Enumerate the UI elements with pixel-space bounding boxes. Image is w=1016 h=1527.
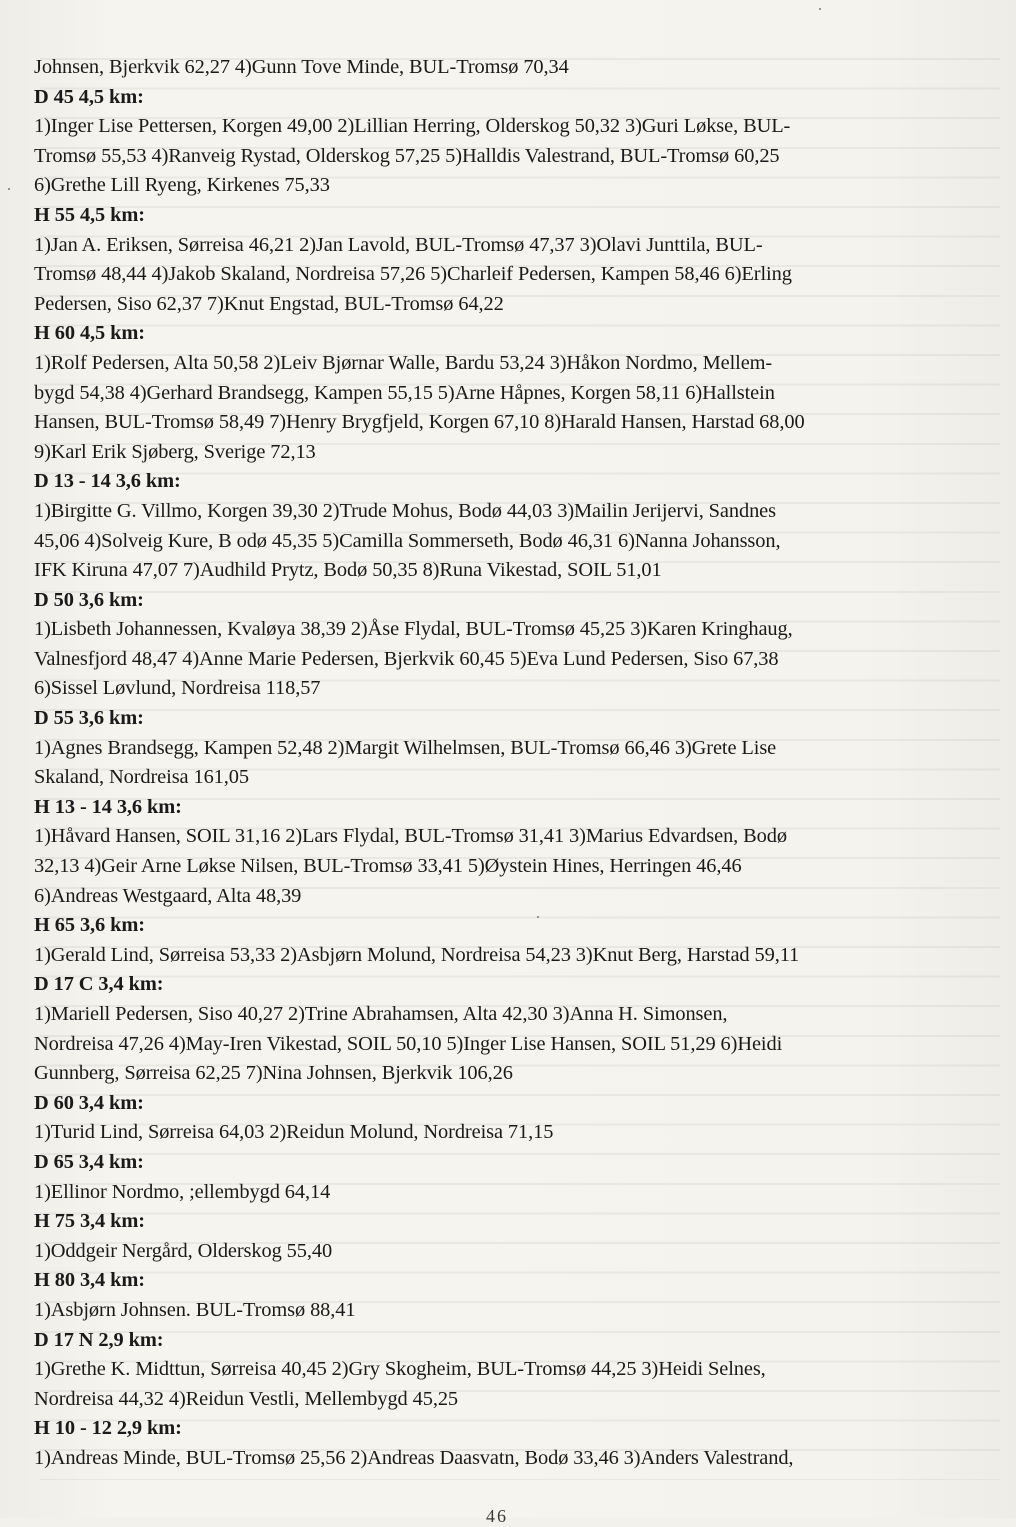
result-line: 1)Inger Lise Pettersen, Korgen 49,00 2)Lillian Herring, Olderskog 50,32 3)Guri Løkse, BUL-: [34, 115, 791, 138]
result-line: Nordreisa 47,26 4)May-Iren Vikestad, SOIL 50,10 5)Inger Lise Hansen, SOIL 51,29 6)Heidi: [34, 1032, 783, 1055]
class-heading: D 17 N 2,9 km:: [34, 1328, 164, 1351]
result-line: 1)Birgitte G. Villmo, Korgen 39,30 2)Trude Mohus, Bodø 44,03 3)Mailin Jerijervi, Sandnes: [34, 499, 776, 522]
class-heading: H 55 4,5 km:: [34, 203, 145, 226]
result-line: Tromsø 48,44 4)Jakob Skaland, Nordreisa 57,26 5)Charleif Pedersen, Kampen 58,46 6)Erling: [34, 263, 792, 286]
result-line: 1)Håvard Hansen, SOIL 31,16 2)Lars Flydal, BUL-Tromsø 31,41 3)Marius Edvardsen, Bodø: [34, 825, 787, 848]
class-heading: H 60 4,5 km:: [34, 322, 145, 345]
result-line: 45,06 4)Solveig Kure, B odø 45,35 5)Camilla Sommerseth, Bodø 46,31 6)Nanna Johansson,: [34, 529, 781, 552]
result-line: IFK Kiruna 47,07 7)Audhild Prytz, Bodø 50,35 8)Runa Vikestad, SOIL 51,01: [34, 559, 662, 582]
result-line: 1)Rolf Pedersen, Alta 50,58 2)Leiv Bjørnar Walle, Bardu 53,24 3)Håkon Nordmo, Mellem-: [34, 351, 773, 374]
class-heading: D 50 3,6 km:: [34, 588, 144, 611]
result-line: Valnesfjord 48,47 4)Anne Marie Pedersen, Bjerkvik 60,45 5)Eva Lund Pedersen, Siso 67,38: [34, 647, 779, 670]
result-line: 1)Gerald Lind, Sørreisa 53,33 2)Asbjørn Molund, Nordreisa 54,23 3)Knut Berg, Harstad 59,11: [34, 943, 800, 966]
result-line: 1)Turid Lind, Sørreisa 64,03 2)Reidun Molund, Nordreisa 71,15: [34, 1121, 554, 1144]
class-heading: H 80 3,4 km:: [34, 1269, 145, 1292]
class-heading: H 13 - 14 3,6 km:: [34, 795, 182, 818]
result-line: 6)Grethe Lill Ryeng, Kirkenes 75,33: [34, 174, 330, 197]
result-line: Gunnberg, Sørreisa 62,25 7)Nina Johnsen, Bjerkvik 106,26: [34, 1062, 513, 1085]
class-heading: D 17 C 3,4 km:: [34, 973, 164, 996]
result-line: 1)Jan A. Eriksen, Sørreisa 46,21 2)Jan Lavold, BUL-Tromsø 47,37 3)Olavi Junttila, BUL-: [34, 233, 763, 256]
class-heading: H 65 3,6 km:: [34, 914, 145, 937]
class-heading: D 60 3,4 km:: [34, 1091, 144, 1114]
result-line: Nordreisa 44,32 4)Reidun Vestli, Mellembygd 45,25: [34, 1387, 459, 1410]
result-line: bygd 54,38 4)Gerhard Brandsegg, Kampen 55,15 5)Arne Håpnes, Korgen 58,11 6)Hallstein: [34, 381, 775, 404]
class-heading: D 55 3,6 km:: [34, 707, 144, 730]
result-line: 6)Sissel Løvlund, Nordreisa 118,57: [34, 677, 321, 700]
class-heading: D 45 4,5 km:: [34, 85, 144, 108]
result-line: 1)Agnes Brandsegg, Kampen 52,48 2)Margit Wilhelmsen, BUL-Tromsø 66,46 3)Grete Lise: [34, 736, 777, 759]
paper-speck: [537, 916, 539, 918]
result-line: 6)Andreas Westgaard, Alta 48,39: [34, 884, 302, 907]
result-line: 1)Andreas Minde, BUL-Tromsø 25,56 2)Andreas Daasvatn, Bodø 33,46 3)Anders Valestrand,: [34, 1446, 794, 1469]
result-line: Skaland, Nordreisa 161,05: [34, 766, 249, 789]
paper-speck: [819, 8, 821, 10]
result-line: 9)Karl Erik Sjøberg, Sverige 72,13: [34, 440, 316, 463]
result-line: 1)Asbjørn Johnsen. BUL-Tromsø 88,41: [34, 1298, 356, 1321]
paper-speck: [8, 188, 10, 190]
class-heading: D 65 3,4 km:: [34, 1150, 144, 1173]
result-line: 32,13 4)Geir Arne Løkse Nilsen, BUL-Tromsø 33,41 5)Øystein Hines, Herringen 46,46: [34, 855, 742, 878]
results-text-block: [34, 53, 1002, 1474]
result-line: 1)Mariell Pedersen, Siso 40,27 2)Trine Abrahamsen, Alta 42,30 3)Anna H. Simonsen,: [34, 1003, 728, 1025]
class-heading: H 10 - 12 2,9 km:: [34, 1417, 182, 1440]
result-line: 1)Lisbeth Johannessen, Kvaløya 38,39 2)Åse Flydal, BUL-Tromsø 45,25 3)Karen Kringhaug,: [34, 618, 793, 641]
result-line: Hansen, BUL-Tromsø 58,49 7)Henry Brygfjeld, Korgen 67,10 8)Harald Hansen, Harstad 68,00: [34, 411, 805, 434]
class-heading: D 13 - 14 3,6 km:: [34, 470, 181, 493]
result-line: Tromsø 55,53 4)Ranveig Rystad, Olderskog 57,25 5)Halldis Valestrand, BUL-Tromsø 60,25: [34, 144, 780, 167]
result-line: 1)Grethe K. Midttun, Sørreisa 40,45 2)Gry Skogheim, BUL-Tromsø 44,25 3)Heidi Selnes,: [34, 1358, 766, 1381]
result-line: 1)Ellinor Nordmo, ;ellembygd 64,14: [34, 1180, 331, 1203]
result-line: Johnsen, Bjerkvik 62,27 4)Gunn Tove Minde, BUL-Tromsø 70,34: [34, 56, 569, 78]
class-heading: H 75 3,4 km:: [34, 1210, 145, 1233]
result-line: Pedersen, Siso 62,37 7)Knut Engstad, BUL-Tromsø 64,22: [34, 292, 504, 315]
result-line: 1)Oddgeir Nergård, Olderskog 55,40: [34, 1239, 333, 1262]
page-number: 46: [486, 1506, 508, 1526]
